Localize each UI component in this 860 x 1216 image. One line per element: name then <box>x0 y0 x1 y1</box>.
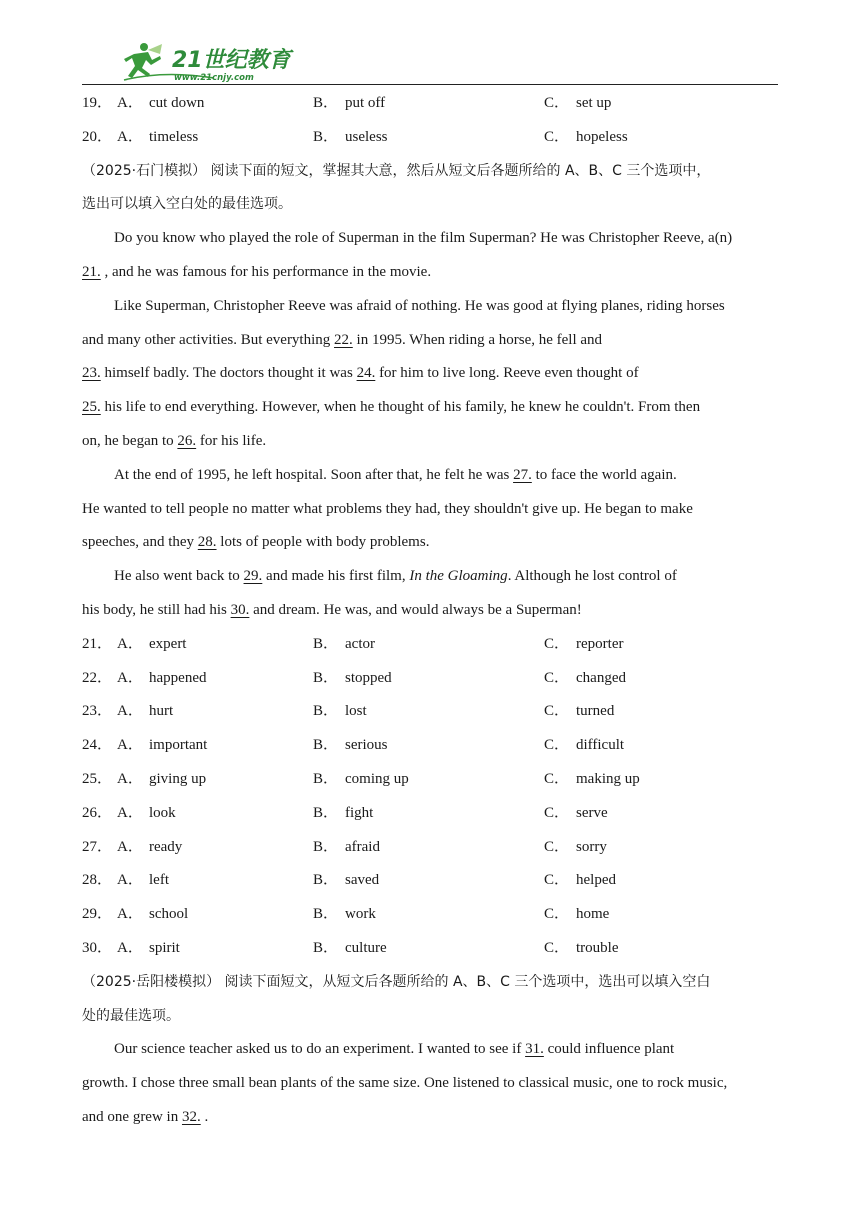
option-letter: C． <box>544 939 570 956</box>
option-letter: B． <box>313 872 339 889</box>
option-letter: A． <box>117 95 143 111</box>
option-text: ready <box>149 838 183 855</box>
option-text: important <box>149 737 208 754</box>
option-letter: B． <box>313 804 339 821</box>
option-text: stopped <box>345 669 392 686</box>
option-text: making up <box>576 770 640 787</box>
option-c[interactable] <box>544 662 626 696</box>
option-row <box>82 121 778 155</box>
blank-21[interactable]: 21. <box>82 263 101 280</box>
text: his life to end everything. However, when he thought of his family, he knew he couldn't. From then <box>104 399 701 416</box>
option-b[interactable] <box>313 662 392 696</box>
option-text: coming up <box>345 770 409 787</box>
option-b[interactable] <box>313 121 388 155</box>
svg-text:21世纪教育: 21世纪教育 <box>172 48 291 73</box>
option-c[interactable] <box>544 864 616 898</box>
text: and one grew in <box>82 1108 179 1125</box>
page-header <box>82 40 778 86</box>
blank-27[interactable]: 27. <box>513 466 532 483</box>
option-letter: C． <box>544 737 570 754</box>
option-row <box>82 797 778 831</box>
text: and many other activities. But everything <box>82 331 331 348</box>
option-a[interactable] <box>117 831 182 865</box>
text: . Although he lost control of <box>507 568 677 585</box>
option-c[interactable] <box>544 87 611 121</box>
question-number: 21． <box>82 635 113 652</box>
option-a[interactable] <box>117 121 198 155</box>
passage1-line <box>82 391 778 425</box>
options-top <box>82 87 778 155</box>
option-text: home <box>576 906 610 923</box>
text: and made his first film, <box>266 568 406 585</box>
blank-23[interactable]: 23. <box>82 365 101 382</box>
option-a[interactable] <box>117 628 186 662</box>
text: in 1995. When riding a horse, he fell and <box>356 331 603 348</box>
option-text: timeless <box>149 128 199 145</box>
text: his body, he still had his <box>82 601 227 618</box>
option-b[interactable] <box>313 628 375 662</box>
option-letter: A． <box>117 737 143 754</box>
option-letter: B． <box>313 128 339 145</box>
option-letter: B． <box>313 703 339 720</box>
option-text: culture <box>345 939 387 956</box>
option-text: afraid <box>345 838 380 855</box>
question-number: 28． <box>82 872 113 889</box>
passage1-line <box>82 290 778 324</box>
option-letter: A． <box>117 635 143 652</box>
option-letter: A． <box>117 703 143 720</box>
option-letter: A． <box>117 128 143 145</box>
text: himself badly. The doctors thought it was <box>104 365 353 382</box>
passage2-instruction-cont: 处的最佳选项。 <box>82 1007 180 1024</box>
option-letter: B． <box>313 635 339 652</box>
text: growth. I chose three small bean plants of the same size. One listened to classical music, one to rock music, <box>82 1075 728 1092</box>
option-text: set up <box>576 95 612 111</box>
option-b[interactable] <box>313 831 380 865</box>
option-text: difficult <box>576 737 625 754</box>
option-letter: A． <box>117 669 143 686</box>
option-letter: A． <box>117 939 143 956</box>
option-letter: B． <box>313 838 339 855</box>
text: . <box>204 1108 209 1125</box>
blank-28[interactable]: 28. <box>197 534 217 551</box>
blank-25[interactable]: 25. <box>82 399 101 416</box>
blank-31[interactable]: 31. <box>525 1041 544 1058</box>
option-letter: B． <box>313 669 339 686</box>
option-text: work <box>345 906 376 923</box>
option-text: serious <box>345 737 388 754</box>
option-letter: C． <box>544 770 570 787</box>
option-text: left <box>149 872 169 889</box>
text: speeches, and they <box>82 534 195 551</box>
option-row <box>82 628 778 662</box>
option-letter: B． <box>313 939 339 956</box>
option-text: expert <box>149 635 187 652</box>
option-letter: C． <box>544 669 570 686</box>
text: , and he was famous for his performance in the movie. <box>104 263 432 280</box>
option-b[interactable] <box>313 864 379 898</box>
text: on, he began to <box>82 432 174 449</box>
option-letter: C． <box>544 128 570 145</box>
question-number: 19． <box>82 95 113 111</box>
21cnjy-logo <box>104 40 291 84</box>
option-c[interactable] <box>544 898 609 932</box>
option-b[interactable] <box>313 797 373 831</box>
option-text: actor <box>345 635 375 652</box>
option-letter: C． <box>544 804 570 821</box>
text: He wanted to tell people no matter what problems they had, they shouldn't give up. He began to make <box>82 500 693 517</box>
option-row <box>82 763 778 797</box>
option-a[interactable] <box>117 797 176 831</box>
option-c[interactable] <box>544 831 607 865</box>
option-a[interactable] <box>117 763 206 797</box>
option-letter: C． <box>544 872 570 889</box>
option-letter: A． <box>117 804 143 821</box>
question-number: 26． <box>82 804 113 821</box>
option-letter: A． <box>117 872 143 889</box>
option-c[interactable] <box>544 628 623 662</box>
option-c[interactable] <box>544 797 608 831</box>
option-b[interactable] <box>313 898 376 932</box>
option-text: saved <box>345 872 380 889</box>
option-text: trouble <box>576 939 619 956</box>
passage2-instruction: （2025·岳阳楼模拟） 阅读下面短文，从短文后各题所给的 A、B、C 三个选项中，选出可以填入空白 <box>82 973 711 990</box>
passage2-line <box>82 1101 778 1135</box>
svg-text:www.21cnjy.com: www.21cnjy.com <box>174 73 254 83</box>
option-text: lost <box>345 703 367 720</box>
option-a[interactable] <box>117 864 169 898</box>
option-b[interactable] <box>313 87 385 121</box>
option-row <box>82 695 778 729</box>
option-letter: B． <box>313 906 339 923</box>
option-text: hopeless <box>576 128 628 145</box>
option-row <box>82 729 778 763</box>
option-text: serve <box>576 804 608 821</box>
passage1-instruction: （2025·石门模拟） 阅读下面的短文，掌握其大意，然后从短文后各题所给的 A、B、C 三个选项中， <box>82 162 711 179</box>
option-row <box>82 662 778 696</box>
text: At the end of 1995, he left hospital. Soon after that, he felt he was <box>114 466 510 483</box>
question-number: 23． <box>82 703 113 720</box>
option-row <box>82 87 778 121</box>
option-text: happened <box>149 669 207 686</box>
question-number: 22． <box>82 669 113 686</box>
option-text: sorry <box>576 838 607 855</box>
blank-30[interactable]: 30. <box>230 601 250 618</box>
option-letter: A． <box>117 906 143 923</box>
option-text: helped <box>576 872 616 889</box>
text: Our science teacher asked us to do an experiment. I wanted to see if <box>114 1041 522 1058</box>
film-title: In the Gloaming <box>409 568 508 585</box>
passage2-line <box>82 1067 778 1101</box>
text: Do you know who played the role of Superman in the film Superman? He was Christopher Reeve, a(n) <box>114 230 733 247</box>
option-text: school <box>149 906 189 923</box>
option-letter: C． <box>544 635 570 652</box>
option-c[interactable] <box>544 932 619 966</box>
option-text: useless <box>345 128 388 145</box>
option-b[interactable] <box>313 932 387 966</box>
passage1-line <box>82 222 778 256</box>
option-b[interactable] <box>313 695 367 729</box>
option-letter: C． <box>544 95 570 111</box>
page-content <box>82 87 778 1135</box>
option-letter: B． <box>313 737 339 754</box>
option-a[interactable] <box>117 662 206 696</box>
text: Like Superman, Christopher Reeve was afraid of nothing. He was good at flying planes, riding horses <box>114 297 725 314</box>
option-text: reporter <box>576 635 624 652</box>
option-row <box>82 864 778 898</box>
text: could influence plant <box>547 1041 675 1058</box>
option-text: giving up <box>149 770 207 787</box>
question-number: 24． <box>82 737 113 754</box>
passage1-line <box>82 594 778 628</box>
option-row <box>82 898 778 932</box>
option-text: look <box>149 804 176 821</box>
option-c[interactable] <box>544 121 628 155</box>
blank-24[interactable]: 24. <box>356 365 376 382</box>
text: and dream. He was, and would always be a Superman! <box>253 601 582 618</box>
passage1-line <box>82 459 778 493</box>
option-a[interactable] <box>117 695 173 729</box>
option-letter: C． <box>544 703 570 720</box>
text: He also went back to <box>114 568 240 585</box>
question-number: 20． <box>82 128 113 145</box>
text: lots of people with body problems. <box>220 534 430 551</box>
option-text: put off <box>345 95 386 111</box>
option-letter: A． <box>117 770 143 787</box>
passage1-instruction-cont: 选出可以填入空白处的最佳选项。 <box>82 196 292 213</box>
option-letter: A． <box>117 838 143 855</box>
option-text: spirit <box>149 939 180 956</box>
option-c[interactable] <box>544 695 614 729</box>
passage1-line <box>82 357 778 391</box>
blank-32[interactable]: 32. <box>181 1108 201 1125</box>
header-rule <box>82 84 778 85</box>
option-a[interactable] <box>117 729 207 763</box>
question-number: 29． <box>82 906 113 923</box>
question-number: 25． <box>82 770 113 787</box>
blank-29[interactable]: 29. <box>243 568 263 585</box>
passage1-line <box>82 526 778 560</box>
option-text: hurt <box>149 703 174 720</box>
option-a[interactable] <box>117 932 180 966</box>
option-text: fight <box>345 804 374 821</box>
option-a[interactable] <box>117 898 188 932</box>
text: for him to live long. Reeve even thought of <box>379 365 639 382</box>
passage1-line <box>82 493 778 527</box>
blank-22[interactable]: 22. <box>334 331 353 348</box>
option-row <box>82 831 778 865</box>
passage1-line <box>82 425 778 459</box>
option-c[interactable] <box>544 763 640 797</box>
text: to face the world again. <box>535 466 677 483</box>
option-a[interactable] <box>117 87 204 121</box>
option-letter: B． <box>313 770 339 787</box>
option-text: turned <box>576 703 615 720</box>
option-letter: C． <box>544 838 570 855</box>
passage1-line <box>82 324 778 358</box>
option-b[interactable] <box>313 729 388 763</box>
question-number: 30． <box>82 939 113 956</box>
blank-26[interactable]: 26. <box>177 432 197 449</box>
passage1-line <box>82 560 778 594</box>
passage2-line <box>82 1033 778 1067</box>
option-letter: C． <box>544 906 570 923</box>
option-text: changed <box>576 669 626 686</box>
options-21-30 <box>82 628 778 966</box>
option-b[interactable] <box>313 763 409 797</box>
option-c[interactable] <box>544 729 624 763</box>
option-text: cut down <box>149 95 205 111</box>
option-row <box>82 932 778 966</box>
question-number: 27． <box>82 838 113 855</box>
option-letter: B． <box>313 95 339 111</box>
text: for his life. <box>199 432 267 449</box>
passage1-line <box>82 256 778 290</box>
